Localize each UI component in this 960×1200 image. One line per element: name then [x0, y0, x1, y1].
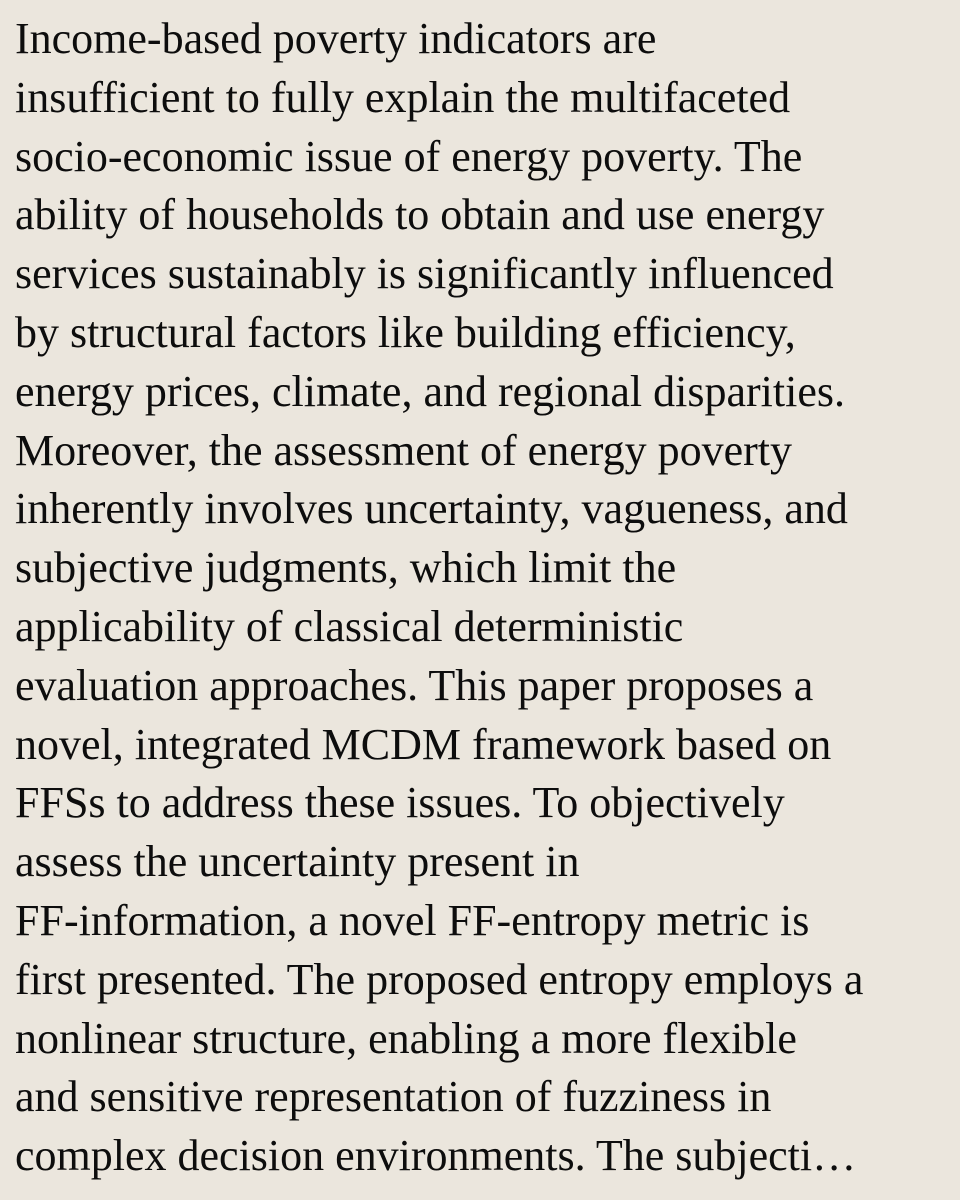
text-line: ability of households to obtain and use energy	[15, 190, 825, 240]
text-line: Income-based poverty indicators are	[15, 14, 657, 63]
text-line: and sensitive representation of fuzziness in	[15, 1072, 772, 1122]
text-line: services sustainably is significantly influenced	[15, 249, 834, 299]
text-line: first presented. The proposed entropy employs a	[15, 954, 864, 1004]
text-line: Moreover, the assessment of energy poverty	[15, 425, 792, 475]
text-line: subjective judgments, which limit the	[15, 543, 677, 593]
text-line: inherently involves uncertainty, vagueness, and	[15, 484, 848, 534]
text-line: nonlinear structure, enabling a more flexible	[15, 1013, 797, 1063]
abstract-paragraph	[15, 10, 955, 1186]
text-line: by structural factors like building efficiency,	[15, 307, 796, 357]
text-line: energy prices, climate, and regional disparities.	[15, 366, 846, 416]
text-line: assess the uncertainty present in	[15, 837, 580, 887]
text-line: FFSs to address these issues. To objectively	[15, 778, 785, 828]
text-line: evaluation approaches. This paper proposes a	[15, 660, 814, 710]
text-line: novel, integrated MCDM framework based on	[15, 719, 832, 769]
text-line: applicability of classical deterministic	[15, 601, 684, 651]
text-line: insufficient to fully explain the multifaceted	[15, 72, 791, 122]
text-line: complex decision environments. The subjecti…	[15, 1131, 857, 1181]
text-line: socio-economic issue of energy poverty. The	[15, 131, 803, 181]
text-line: FF-information, a novel FF-entropy metric is	[15, 895, 810, 945]
